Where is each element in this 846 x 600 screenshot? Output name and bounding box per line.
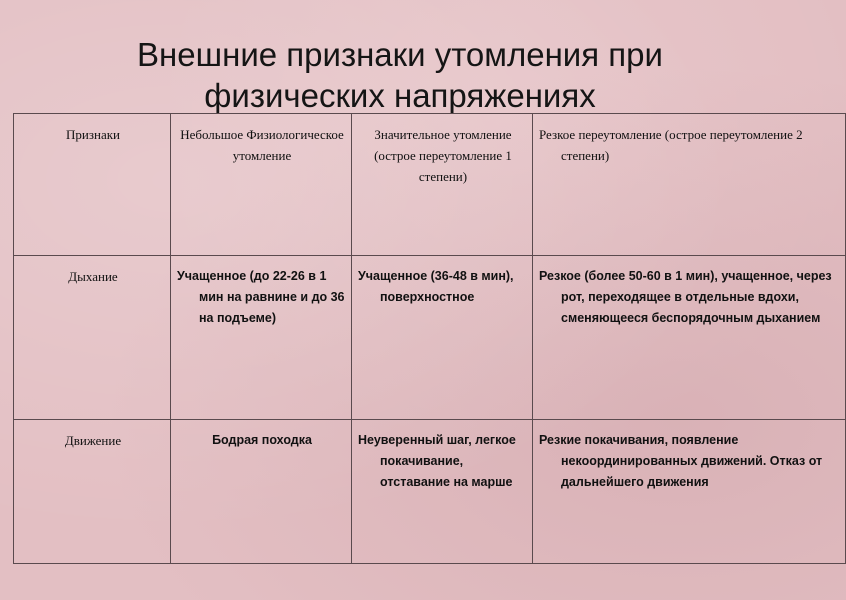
header-significant-fatigue: Значительное утомление (острое переутомление 1 степени) [352, 114, 533, 256]
table-header-row [14, 114, 846, 256]
row-breathing-sign: Дыхание [14, 256, 171, 420]
row-movement-sign: Движение [14, 420, 171, 564]
header-severe-fatigue: Резкое переутомление (острое переутомление 2 степени) [533, 114, 846, 256]
row-breathing-mild: Учащенное (до 22-26 в 1 мин на равнине и до 36 на подъеме) [171, 256, 352, 420]
fatigue-signs-table [13, 113, 846, 564]
slide-title [0, 34, 800, 116]
row-movement-mild: Бодрая походка [171, 420, 352, 564]
row-movement-severe: Резкие покачивания, появление некоординированных движений. Отказ от дальнейшего движения [533, 420, 846, 564]
title-line-2: физических напряжениях [204, 77, 596, 114]
table-row [14, 256, 846, 420]
header-mild-fatigue: Небольшое Физиологическое утомление [171, 114, 352, 256]
row-breathing-severe: Резкое (более 50-60 в 1 мин), учащенное, через рот, переходящее в отдельные вдохи, сменяющееся беспорядочным дыханием [533, 256, 846, 420]
table-row [14, 420, 846, 564]
row-movement-significant: Неуверенный шаг, легкое покачивание, отставание на марше [352, 420, 533, 564]
title-line-1: Внешние признаки утомления при [137, 36, 663, 73]
row-breathing-significant: Учащенное (36-48 в мин), поверхностное [352, 256, 533, 420]
header-signs: Признаки [14, 114, 171, 256]
